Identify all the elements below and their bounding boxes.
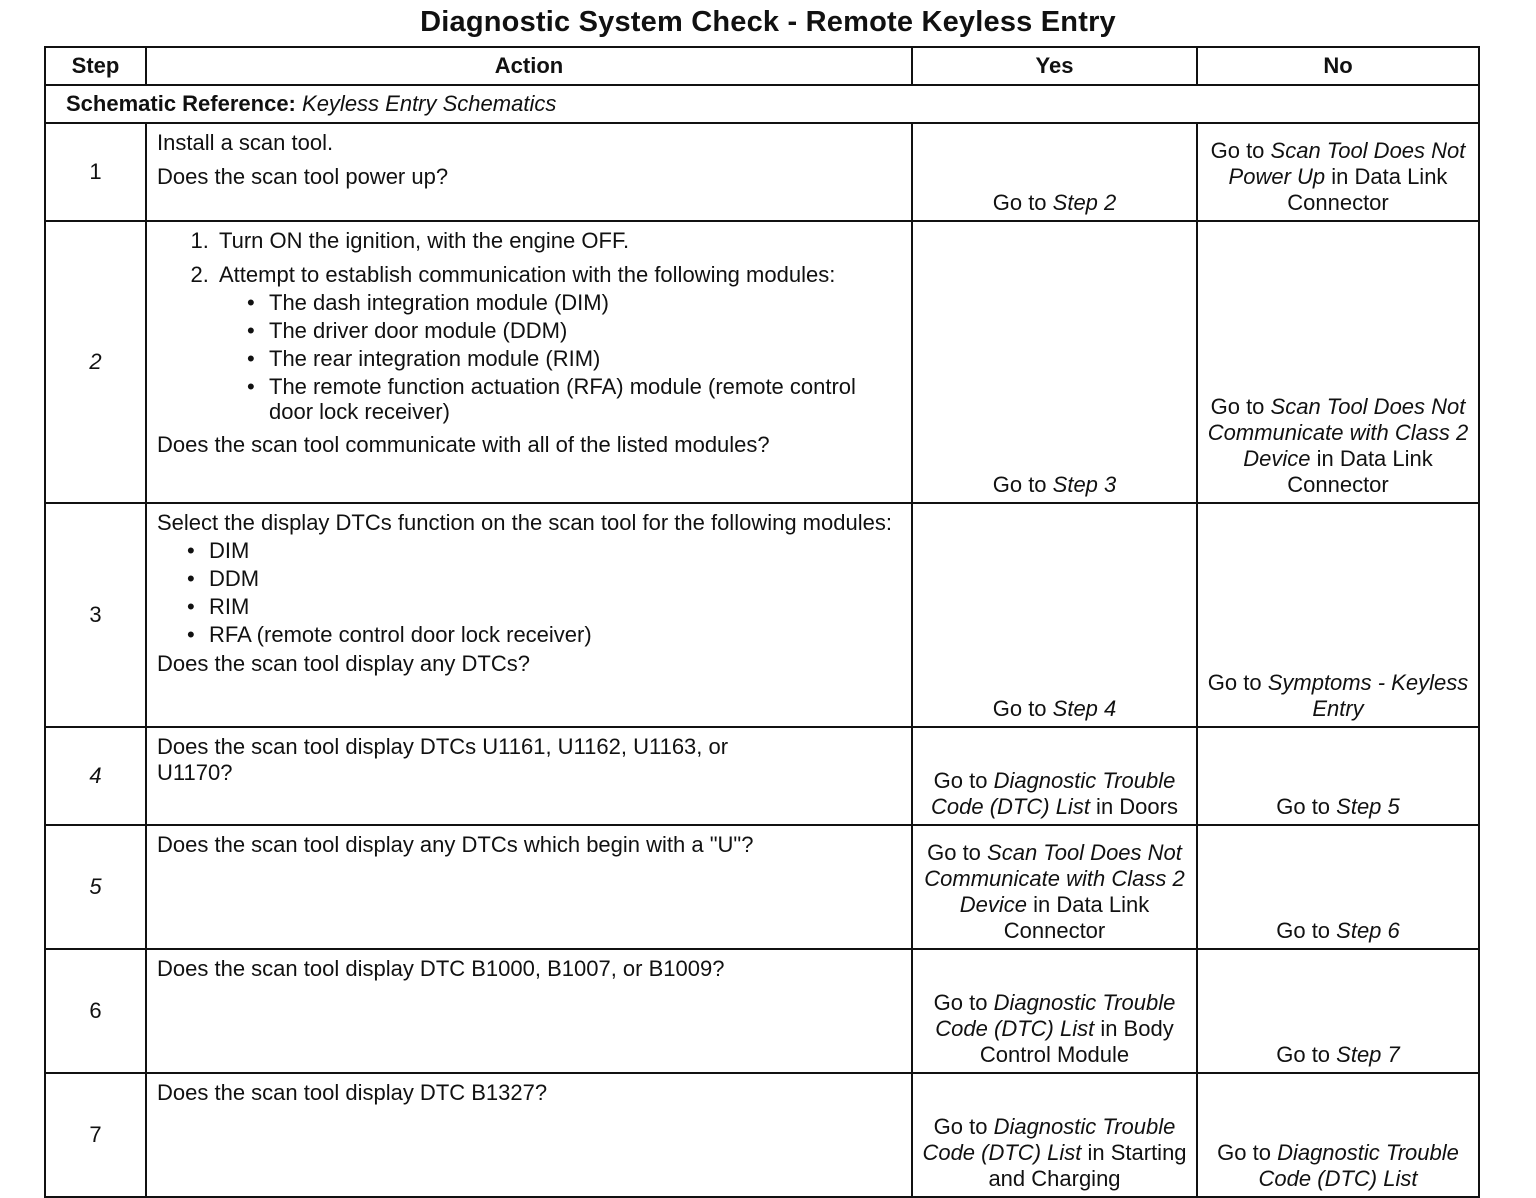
- table-row: [45, 221, 1479, 503]
- no-link[interactable]: Step 6: [1336, 918, 1400, 943]
- no-text: Go to: [1276, 918, 1337, 943]
- table-row: [45, 123, 1479, 221]
- yes-cell: [912, 221, 1197, 503]
- no-text: Go to: [1210, 394, 1271, 419]
- bullet-item: • The rear integration module (RIM): [247, 346, 901, 371]
- yes-cell: [912, 1073, 1197, 1197]
- table-row: [45, 825, 1479, 949]
- bullet-item: • The driver door module (DDM): [247, 318, 901, 343]
- step-number: 7: [45, 1073, 146, 1197]
- no-text-post: in Data Link Connector: [1287, 164, 1448, 215]
- yes-cell: [912, 949, 1197, 1073]
- yes-link[interactable]: Diagnostic Trouble Code (DTC) List: [931, 768, 1176, 819]
- step-number: 1: [45, 123, 146, 221]
- no-text: Go to: [1210, 138, 1271, 163]
- yes-text-post: in Doors: [1089, 794, 1178, 819]
- bullet-item: • DDM: [187, 566, 901, 591]
- header-action: Action: [146, 47, 912, 85]
- yes-text: Go to: [927, 840, 988, 865]
- bullet-list: [157, 538, 901, 647]
- no-link[interactable]: Scan Tool Does Not Communicate with Class 2 Device: [1207, 394, 1469, 471]
- bullet-list: [219, 290, 901, 424]
- yes-text: Go to: [992, 696, 1053, 721]
- header-yes: Yes: [912, 47, 1197, 85]
- step-number: 6: [45, 949, 146, 1073]
- bullet-item: • The dash integration module (DIM): [247, 290, 901, 315]
- no-cell: [1197, 727, 1479, 825]
- action-question: Does the scan tool communicate with all of the listed modules?: [157, 432, 770, 457]
- no-cell: [1197, 1073, 1479, 1197]
- action-question: Does the scan tool display DTCs U1161, U1162, U1163, or U1170?: [157, 734, 729, 785]
- no-link[interactable]: Step 5: [1336, 794, 1400, 819]
- action-cell: [146, 221, 912, 503]
- bullet-item: • The remote function actuation (RFA) module (remote control door lock receiver): [247, 374, 901, 424]
- table-row: [45, 1073, 1479, 1197]
- yes-text: Go to: [933, 1114, 994, 1139]
- diagnostic-table: [44, 46, 1480, 1198]
- action-cell: [146, 503, 912, 727]
- step-number: 3: [45, 503, 146, 727]
- yes-cell: [912, 727, 1197, 825]
- action-line: Install a scan tool.: [157, 130, 334, 155]
- action-question: Does the scan tool power up?: [157, 164, 449, 189]
- yes-link[interactable]: Step 2: [1052, 190, 1117, 215]
- action-cell: [146, 727, 912, 825]
- no-link[interactable]: Step 7: [1336, 1042, 1400, 1067]
- action-cell: [146, 123, 912, 221]
- no-text: Go to: [1276, 1042, 1337, 1067]
- list-item: 1. Turn ON the ignition, with the engine OFF.: [215, 228, 901, 254]
- no-text: Go to: [1207, 670, 1268, 695]
- action-cell: [146, 825, 912, 949]
- no-link[interactable]: Scan Tool Does Not Power Up: [1228, 138, 1466, 189]
- action-question: Does the scan tool display any DTCs?: [157, 651, 530, 676]
- action-intro: Select the display DTCs function on the scan tool for the following modules:: [157, 510, 892, 535]
- no-cell: [1197, 949, 1479, 1073]
- action-question: Does the scan tool display DTC B1000, B1007, or B1009?: [157, 956, 725, 981]
- header-no: No: [1197, 47, 1479, 85]
- bullet-item: • RFA (remote control door lock receiver): [187, 622, 901, 647]
- yes-cell: [912, 825, 1197, 949]
- header-step: Step: [45, 47, 146, 85]
- yes-text: Go to: [992, 190, 1053, 215]
- no-text: Go to: [1276, 794, 1337, 819]
- yes-text-post: in Starting and Charging: [988, 1140, 1187, 1191]
- table-row: [45, 949, 1479, 1073]
- step-number: 4: [45, 727, 146, 825]
- schematic-row: [45, 85, 1479, 123]
- step-number: 5: [45, 825, 146, 949]
- bullet-item: • RIM: [187, 594, 901, 619]
- action-cell: [146, 949, 912, 1073]
- yes-text: Go to: [992, 472, 1053, 497]
- yes-text: Go to: [933, 768, 994, 793]
- yes-link[interactable]: Step 4: [1052, 696, 1117, 721]
- no-link[interactable]: Symptoms - Keyless Entry: [1267, 670, 1469, 721]
- schematic-reference-link[interactable]: Keyless Entry Schematics: [302, 91, 557, 116]
- list-item: [215, 262, 901, 424]
- no-cell: [1197, 123, 1479, 221]
- numbered-list: [157, 228, 901, 424]
- action-cell: [146, 1073, 912, 1197]
- yes-text-post: in Body Control Module: [979, 1016, 1174, 1067]
- action-question: Does the scan tool display DTC B1327?: [157, 1080, 548, 1105]
- yes-text-post: in Data Link Connector: [1003, 892, 1150, 943]
- yes-cell: [912, 503, 1197, 727]
- bullet-item: • DIM: [187, 538, 901, 563]
- yes-link[interactable]: Scan Tool Does Not Communicate with Class 2 Device: [924, 840, 1185, 917]
- no-cell: [1197, 503, 1479, 727]
- table-row: [45, 727, 1479, 825]
- yes-cell: [912, 123, 1197, 221]
- yes-link[interactable]: Diagnostic Trouble Code (DTC) List: [935, 990, 1176, 1041]
- no-text: Go to: [1217, 1140, 1278, 1165]
- page-title: Diagnostic System Check - Remote Keyless Entry: [420, 6, 1116, 38]
- no-link[interactable]: Diagnostic Trouble Code (DTC) List: [1258, 1140, 1459, 1191]
- header-row: [45, 47, 1479, 85]
- step-number: 2: [45, 221, 146, 503]
- yes-link[interactable]: Step 3: [1052, 472, 1117, 497]
- schematic-label: Schematic Reference:: [66, 91, 296, 116]
- no-cell: [1197, 825, 1479, 949]
- table-row: [45, 503, 1479, 727]
- list-item-text: Attempt to establish communication with the following modules:: [219, 262, 836, 287]
- yes-link[interactable]: Diagnostic Trouble Code (DTC) List: [922, 1114, 1176, 1165]
- action-question: Does the scan tool display any DTCs which begin with a "U"?: [157, 832, 754, 857]
- yes-text: Go to: [933, 990, 994, 1015]
- no-cell: [1197, 221, 1479, 503]
- no-text-post: in Data Link Connector: [1287, 446, 1433, 497]
